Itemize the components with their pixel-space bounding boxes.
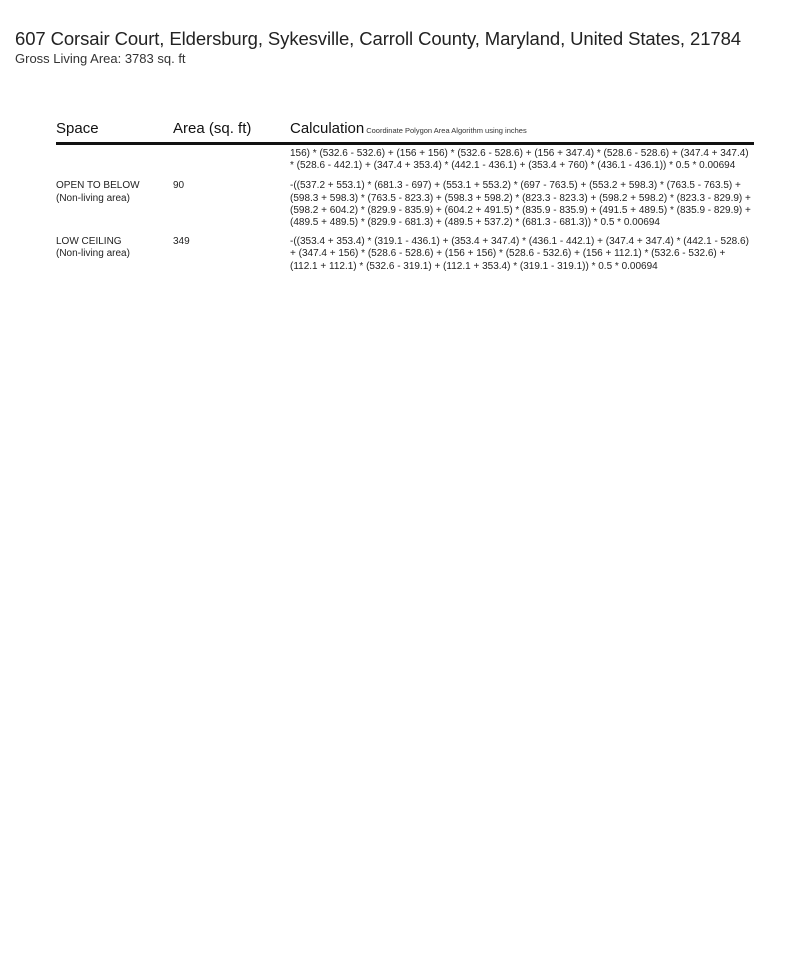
table-row — [56, 236, 754, 273]
space-name: LOW CEILING — [56, 236, 122, 248]
table-row — [56, 180, 754, 229]
space-cell — [56, 180, 166, 204]
calculation-method-note: Coordinate Polygon Area Algorithm using inches — [366, 126, 527, 135]
calculation-formula: -((353.4 + 353.4) * (319.1 - 436.1) + (353.4 + 347.4) * (436.1 - 442.1) + (347.4 + 347.4) * (442.1 - 528.6) + (347.4 + 156) * (528.6 - 528.6) + (156 + 156) * (528.6 - 532.6) + (156 + 112.1) * (532.6 - 532.6) + (112.1 + 112.1) * (532.6 - 319.1) + (112.1 + 353.4) * (319.1 - 319.1)) * 0.5 * 0.00694 — [290, 236, 749, 272]
space-cell — [56, 236, 166, 260]
space-name: OPEN TO BELOW — [56, 180, 140, 192]
area-value: 90 — [173, 180, 185, 192]
area-calculation-table — [56, 118, 754, 273]
property-address: 607 Corsair Court, Eldersburg, Sykesville, Carroll County, Maryland, United States, 21784 — [15, 28, 741, 49]
calculation-formula: -((537.2 + 553.1) * (681.3 - 697) + (553.1 + 553.2) * (697 - 763.5) + (553.2 + 598.3) * (763.5 - 763.5) + (598.3 + 598.3) * (763.5 - 823.3) + (598.3 + 598.2) * (823.3 - 823.3) + (598.2 + 598.2) * (823.3 - 829.9) + (598.2 + 604.2) * (829.9 - 835.9) + (604.2 + 491.5) * (835.9 - 835.9) + (491.5 + 489.5) * (835.9 - 829.9) + (489.5 + 489.5) * (829.9 - 681.3) + (489.5 + 537.2) * (681.3 - 681.3)) * 0.5 * 0.00694 — [290, 180, 751, 229]
column-header-calculation — [290, 120, 527, 137]
calculation-formula: 156) * (532.6 - 532.6) + (156 + 156) * (532.6 - 528.6) + (156 + 347.4) * (528.6 - 528.6) + (347.4 + 347.4) * (528.6 - 442.1) + (347.4 + 353.4) * (442.1 - 436.1) + (353.4 + 760) * (436.1 - 436.1)) * 0.5 * 0.00694 — [290, 148, 749, 172]
column-header-space: Space — [56, 120, 99, 137]
page-header — [15, 27, 800, 67]
area-value: 349 — [173, 236, 190, 248]
space-type-note: (Non-living area) — [56, 192, 130, 204]
gross-living-area: Gross Living Area: 3783 sq. ft — [15, 51, 186, 66]
column-header-area: Area (sq. ft) — [173, 120, 252, 137]
space-type-note: (Non-living area) — [56, 248, 130, 260]
table-row — [56, 148, 754, 172]
calculation-title: Calculation — [290, 120, 365, 137]
table-header-row — [56, 118, 754, 145]
